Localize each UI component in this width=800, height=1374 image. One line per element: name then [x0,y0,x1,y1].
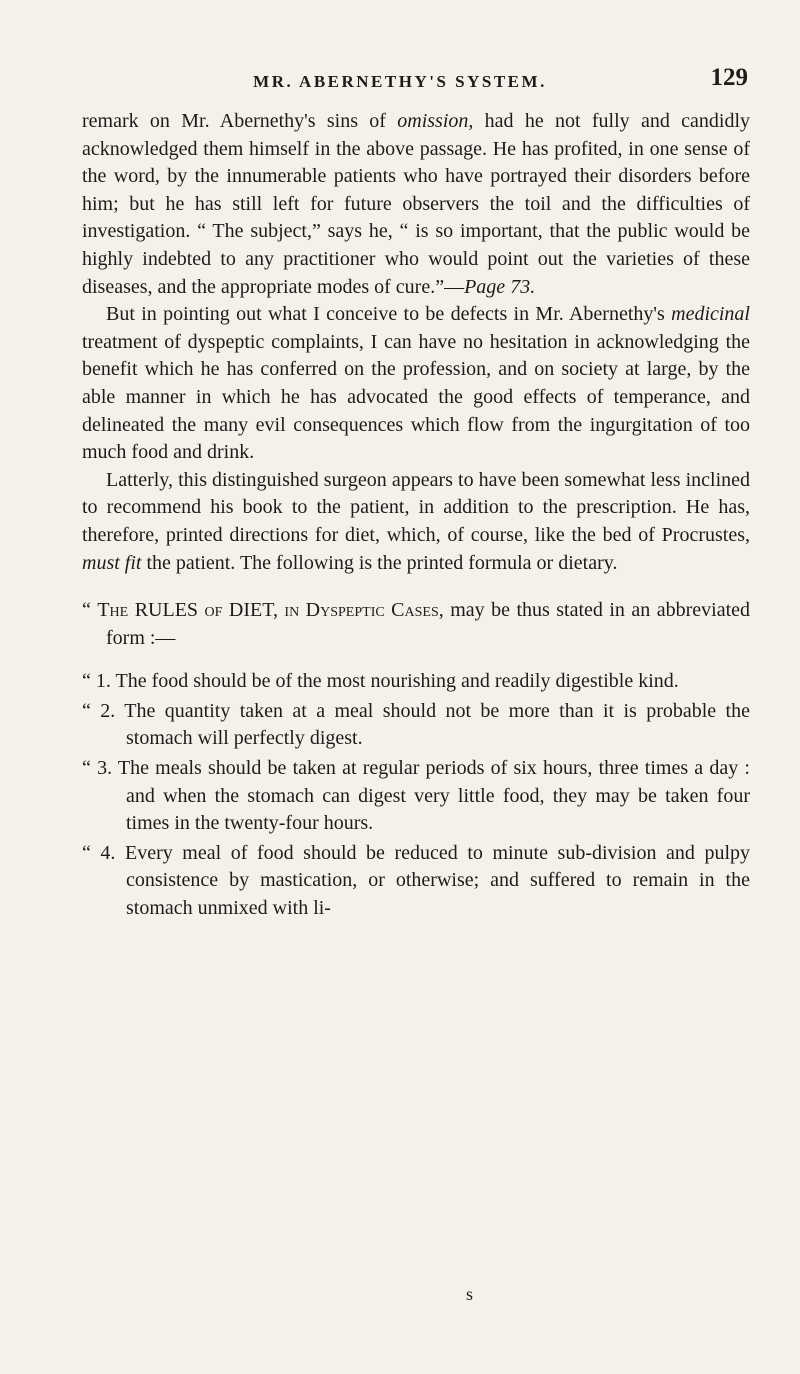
rules-in: in [284,599,300,622]
rules-title: RULES [134,599,199,622]
page-number: 129 [710,64,748,91]
paragraph-3-text-b: the patient. The following is the printed formula or dietary. [141,551,618,574]
body-text [82,108,750,923]
page-header [0,60,800,100]
rules-heading [82,597,750,652]
rules-of: of [204,599,223,622]
paragraph-3-text-a: Latterly, this distinguished surgeon appears to have been somewhat less inclined to recommend his book to the patient, in addition to the prescription. He has, therefore, printed directions for diet, which, of course, like the bed of Procrustes, [82,468,750,546]
paragraph-2-emphasis: medicinal [671,303,750,326]
paragraph-1 [82,108,750,301]
rules-the: The [97,599,129,622]
paragraph-2-text-a: But in pointing out what I conceive to be defects in Mr. Abernethy's [106,303,672,326]
rule-item-4: “ 4. Every meal of food should be reduced to minute sub-division and pulpy consistence by mastication, or otherwise; and suffered to remain in the stomach unmixed with li- [82,841,750,920]
rule-item-3: “ 3. The meals should be taken at regular periods of six hours, three times a day : and when the stomach can digest very little food, they may be taken four times in the twenty-four hours. [82,757,750,835]
paragraph-1-text-b: , had he not fully and candidly acknowledged them himself in the above passage. He has profited, in one sense of the word, by the innumerable patients who have portrayed their disorders before him; but he has still left for future observers the toil and the difficulties of investigation. “ The subject,” says he, “ is so important, that the public would be highly indebted to any practitioner who would point out the varieties of these diseases, and the appropriate modes of cure.”— [82,110,751,298]
rules-cases: Dyspeptic Cases, [305,599,444,622]
page-reference: Page 73. [464,275,536,298]
rules-diet: DIET, [228,599,278,622]
paragraph-2 [82,301,750,467]
running-head: MR. ABERNETHY'S SYSTEM. [253,72,547,91]
signature-mark: s [466,1284,474,1304]
rule-item-1: “ 1. The food should be of the most nourishing and readily digestible kind. [82,670,679,693]
paragraph-1-text-a: remark on Mr. Abernethy's sins of [82,110,398,132]
paragraph-3-emphasis: must fit [82,551,142,574]
paragraph-1-emphasis: omission [397,110,469,132]
rules-open-quote: “ [82,599,98,622]
rule-item-2: “ 2. The quantity taken at a meal should not be more than it is probable the stomach will perfectly digest. [82,699,750,750]
paragraph-3 [82,467,750,577]
paragraph-2-text-b: treatment of dyspeptic complaints, I can have no hesitation in acknowledging the benefit which he has conferred on the profession, and on society at large, by the able manner in which he has advocated the good effects of temperance, and delineated the many evil consequences which flow from the ingurgitation of too much food and drink. [82,330,750,464]
rules-heading-rest: may be thus stated in an abbreviated form :— [106,599,751,649]
